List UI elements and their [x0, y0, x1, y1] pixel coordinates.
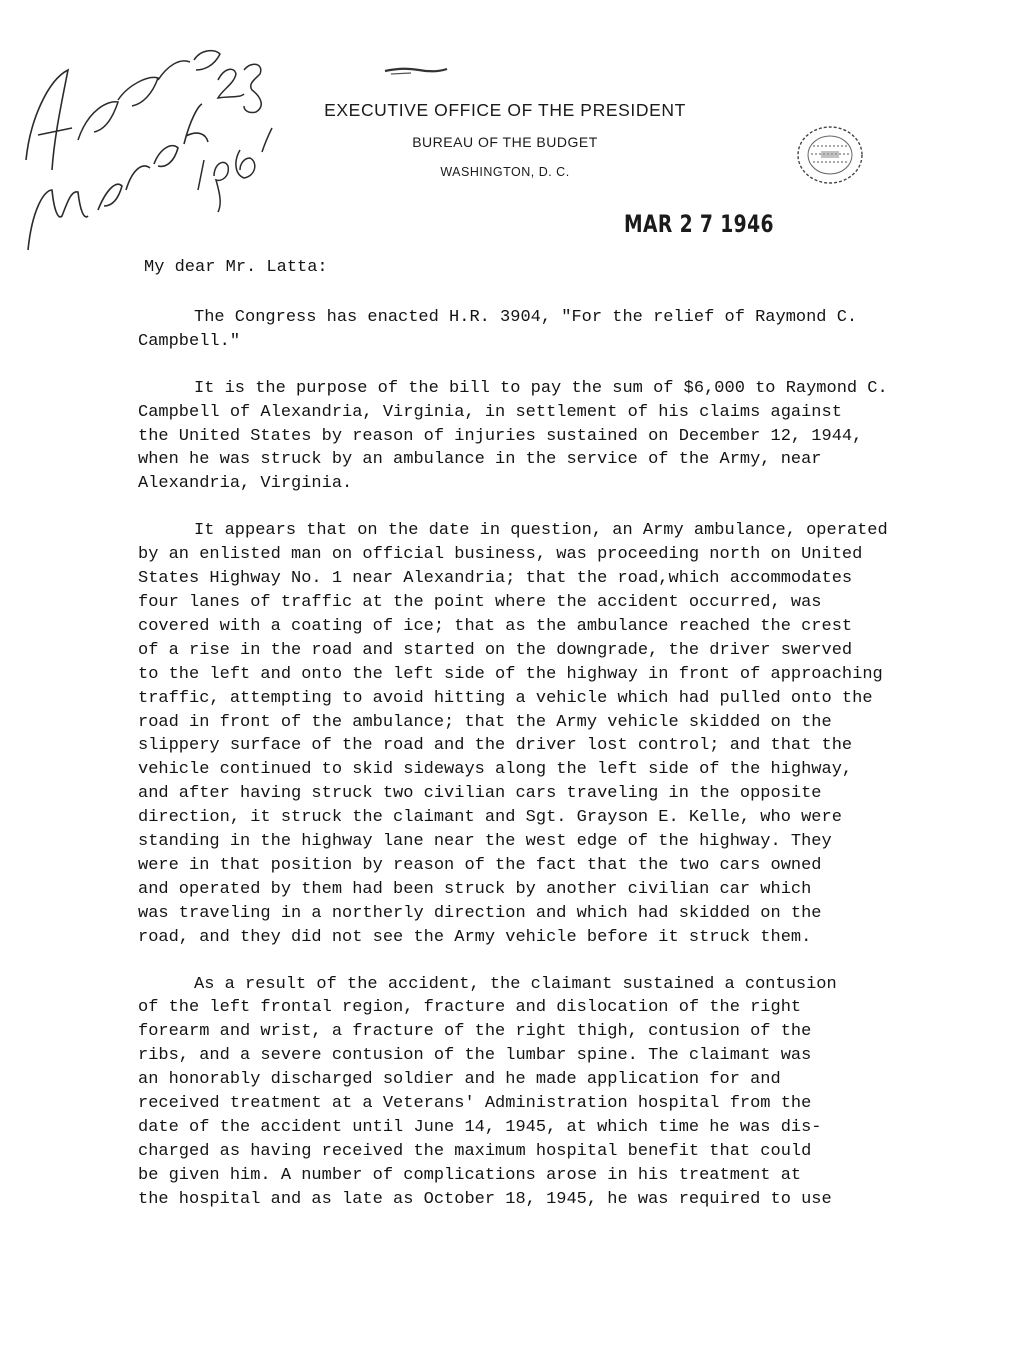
text-line: slippery surface of the road and the driver lost control; and that the [138, 736, 853, 756]
text-line: charged as having received the maximum hospital benefit that could [138, 1141, 812, 1161]
text-line: vehicle continued to skid sideways along the left side of the highway, [138, 760, 853, 780]
text-line: the United States by reason of injuries sustained on December 12, 1944, [138, 426, 863, 446]
letterhead-bureau: BUREAU OF THE BUDGET [412, 134, 598, 150]
text-line: forearm and wrist, a fracture of the right thigh, contusion of the [138, 1022, 812, 1042]
text-line: Alexandria, Virginia. [138, 474, 353, 494]
paper-mark [383, 63, 449, 77]
text-line: ribs, and a severe contusion of the lumbar spine. The claimant was [138, 1046, 812, 1066]
text-line: of the left frontal region, fracture and dislocation of the right [138, 998, 802, 1018]
text-line: standing in the highway lane near the west edge of the highway. They [138, 832, 832, 852]
text-line: received treatment at a Veterans' Administration hospital from the [138, 1094, 812, 1114]
paragraph [138, 377, 910, 497]
text-line: road in front of the ambulance; that the Army vehicle skidded on the [138, 712, 832, 732]
text-line: As a result of the accident, the claimant sustained a contusion [194, 974, 837, 994]
paragraph [138, 519, 910, 949]
text-line: Campbell of Alexandria, Virginia, in settlement of his claims against [138, 402, 842, 422]
text-line: traffic, attempting to avoid hitting a vehicle which had pulled onto the [138, 688, 873, 708]
text-line: date of the accident until June 14, 1945, at which time he was dis- [138, 1118, 822, 1137]
text-line: by an enlisted man on official business, was proceeding north on United [138, 545, 863, 565]
text-line: covered with a coating of ice; that as the ambulance reached the crest [138, 616, 853, 636]
text-line: States Highway No. 1 near Alexandria; that the road,which accommodates [138, 569, 853, 589]
text-line: and operated by them had been struck by another civilian car which [138, 879, 812, 899]
text-line: be given him. A number of complications arose in his treatment at [138, 1165, 802, 1185]
text-line: It appears that on the date in question, an Army ambulance, operated [194, 521, 888, 541]
text-line: were in that position by reason of the fact that the two cars owned [138, 855, 822, 875]
text-line: was traveling in a northerly direction and which had skidded on the [138, 903, 822, 923]
text-line: Campbell." [138, 331, 241, 351]
paragraph [138, 973, 910, 1212]
text-line: The Congress has enacted H.R. 3904, "For the relief of Raymond C. [194, 307, 858, 327]
text-line: of a rise in the road and started on the downgrade, the driver swerved [138, 640, 853, 660]
handwritten-approval-note [8, 40, 308, 270]
text-line: and after having struck two civilian cars traveling in the opposite [138, 784, 822, 804]
text-line: four lanes of traffic at the point where the accident occurred, was [138, 592, 822, 612]
text-line: when he was struck by an ambulance in the service of the Army, near [138, 450, 822, 470]
text-line: the hospital and as late as October 18, 1945, he was required to use [138, 1189, 832, 1209]
letterhead-city: WASHINGTON, D. C. [440, 165, 570, 179]
text-line: It is the purpose of the bill to pay the sum of $6,000 to Raymond C. [194, 378, 888, 398]
letterhead-office: EXECUTIVE OFFICE OF THE PRESIDENT [324, 100, 686, 120]
salutation: My dear Mr. Latta: [144, 258, 328, 277]
received-seal-stamp [795, 124, 865, 186]
text-line: to the left and onto the left side of the highway in front of approaching [138, 664, 883, 684]
text-line: direction, it struck the claimant and Sgt. Grayson E. Kelle, who were [138, 808, 842, 828]
letter-body [110, 256, 910, 1235]
text-line: an honorably discharged soldier and he made application for and [138, 1070, 781, 1090]
date-stamp: MAR 2 7 1946 [624, 210, 774, 238]
paragraph [138, 306, 910, 354]
text-line: road, and they did not see the Army vehicle before it struck them. [138, 927, 812, 947]
